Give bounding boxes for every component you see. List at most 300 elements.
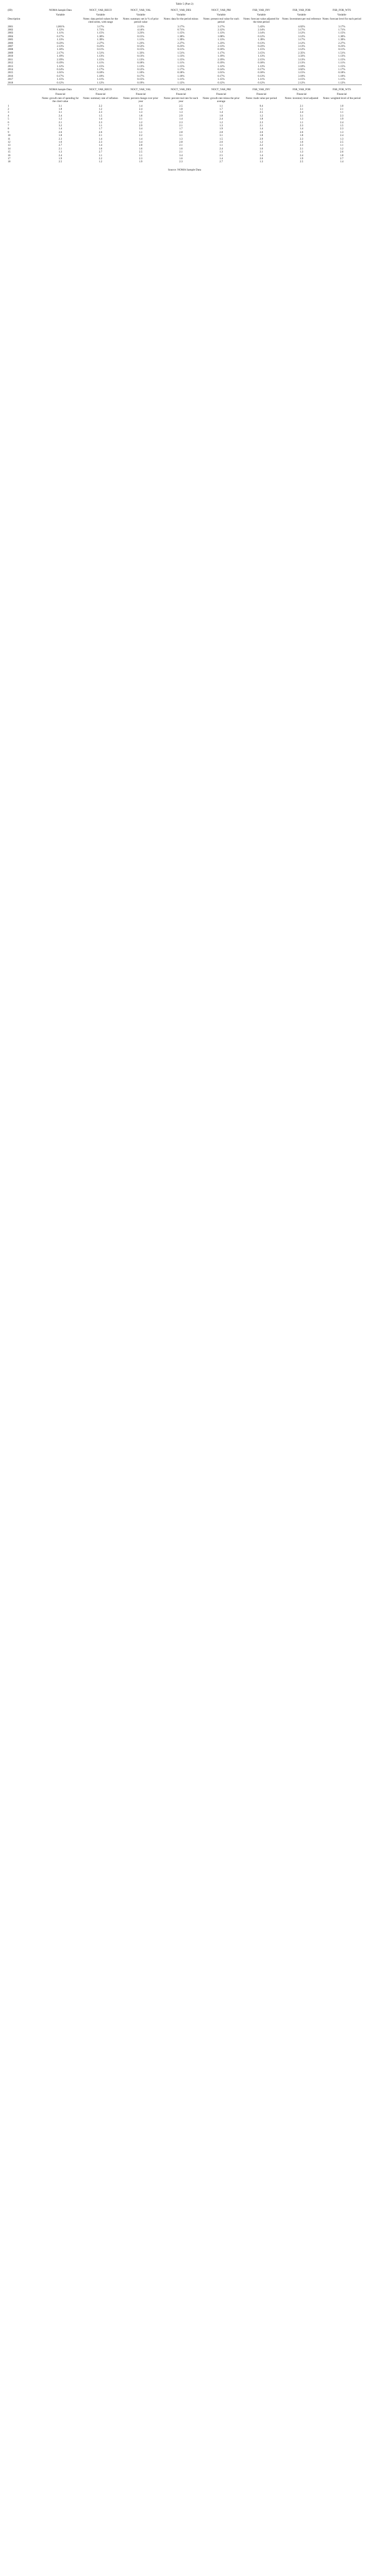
- table-cell: 1.9: [299, 157, 304, 161]
- table-cell: 0.18%: [338, 71, 345, 75]
- table-footnote: Source: NOMA Sample Data: [168, 168, 202, 172]
- description-row-cell: Notes: summary set in % of prior period value: [123, 17, 159, 24]
- table-cell: 1.2: [340, 147, 344, 150]
- table-cell: 1.33%: [137, 51, 144, 55]
- id-row-cell: NOCT_VAR_DES: [171, 9, 191, 12]
- table-cell: 2.5: [259, 111, 263, 114]
- table-cell: 3.33%: [298, 55, 305, 58]
- id-row-cell: NOCT_VAR_PRI: [211, 9, 231, 12]
- table-cell: 3.17%: [97, 25, 104, 28]
- table-cell: 3.13%: [298, 58, 305, 61]
- table-cell: 1.11%: [177, 78, 185, 81]
- table-cell: 1.17%: [97, 67, 104, 71]
- table-cell: 1,001%: [56, 25, 64, 28]
- table-cell: 0.13%: [258, 41, 265, 45]
- table-cell: 0.17%: [258, 67, 265, 71]
- table-cell: 0.17%: [57, 35, 64, 38]
- table-cell: 0.18%: [177, 71, 185, 75]
- table-cell: 12: [8, 141, 11, 144]
- table-cell: 1.01%: [57, 71, 64, 75]
- table-cell: 1.4: [58, 127, 62, 131]
- category-row-cell: Financial: [216, 93, 226, 96]
- table-cell: 1.2: [139, 121, 143, 124]
- table-cell: 1.13%: [258, 55, 265, 58]
- table-cell: 2007: [8, 45, 13, 48]
- table-cell: 1.8: [259, 134, 263, 138]
- table-cell: 3.23%: [137, 31, 144, 35]
- table-cell: 2003: [8, 31, 13, 35]
- table-cell: 1.71%: [338, 28, 345, 32]
- table-cell: 2006: [8, 41, 13, 45]
- table-cell: 1.3: [259, 160, 263, 164]
- table-cell: 1.3: [340, 137, 344, 141]
- table-cell: 3.12%: [298, 41, 305, 45]
- description-row-cell: Notes: growth rate minus the prior average: [203, 96, 240, 104]
- table-cell: 1.10%: [97, 74, 104, 78]
- table-cell: 0.14%: [57, 67, 64, 71]
- table-cell: 1.11%: [258, 78, 265, 81]
- table-cell: 2.15%: [258, 58, 265, 61]
- table-cell: 1.1: [139, 154, 143, 157]
- table-cell: 0.18%: [97, 71, 104, 75]
- table-cell: 1.17%: [218, 51, 225, 55]
- table-cell: 2.8: [179, 141, 183, 144]
- category-row-cell: Financial: [95, 93, 106, 96]
- table-body: [7, 8, 362, 164]
- table-cell: 3.13%: [298, 45, 305, 48]
- table-cell: 1.12%: [97, 81, 104, 84]
- table-cell: 1.1: [259, 107, 263, 111]
- id-row-cell: FSR_VAR_INV: [241, 84, 281, 92]
- table-cell: 11: [8, 137, 10, 141]
- table-cell: 2.4: [299, 111, 304, 114]
- table-cell: 0.14%: [218, 67, 225, 71]
- table-cell: 1.17%: [338, 67, 345, 71]
- table-cell: 3: [8, 111, 9, 114]
- table-cell: 1.6: [58, 141, 62, 144]
- table-cell: 1.4: [98, 137, 103, 141]
- table-cell: 1.4: [299, 127, 304, 131]
- table-cell: 1.30%: [177, 35, 185, 38]
- table-cell: 2.13%: [218, 45, 225, 48]
- table-cell: 2015: [8, 71, 13, 75]
- table-cell: 2.9: [139, 124, 143, 127]
- table-cell: 1.4: [98, 117, 103, 121]
- table-cell: 0.12%: [258, 81, 265, 84]
- table-cell: 3.15%: [298, 78, 305, 81]
- table-cell: 1.4: [259, 127, 263, 131]
- table-cell: 2004: [8, 35, 13, 38]
- table-cell: 3.1: [299, 107, 304, 111]
- category-row-cell: [7, 13, 40, 17]
- table-cell: 1.11%: [97, 78, 104, 81]
- table-cell: 1.30%: [338, 35, 345, 38]
- table-cell: 2.12%: [218, 28, 225, 32]
- table-cell: 1.19%: [218, 55, 225, 58]
- table-cell: 1.10%: [338, 74, 345, 78]
- table-cell: 2.7: [98, 150, 103, 154]
- table-cell: 1.6: [179, 147, 183, 150]
- table-cell: 1.1: [340, 111, 344, 114]
- table-cell: 3.17%: [298, 38, 305, 42]
- table-cell: 2.27%: [338, 41, 345, 45]
- table-cell: 1.23%: [218, 41, 225, 45]
- table-cell: 1.17%: [177, 67, 185, 71]
- table-cell: 2.3: [98, 141, 103, 144]
- table-cell: 1.15%: [218, 78, 225, 81]
- table-cell: 2.3: [259, 121, 263, 124]
- table-cell: 16: [8, 154, 11, 157]
- table-cell: 0.17%: [137, 74, 144, 78]
- table-cell: 2.5: [340, 141, 344, 144]
- table-cell: 1.13%: [218, 38, 225, 42]
- id-row: [7, 8, 362, 13]
- table-cell: 1.2: [98, 107, 103, 111]
- table-cell: 2018: [8, 81, 13, 84]
- category-row-cell: Variable: [176, 13, 186, 17]
- table-cell: 2.13%: [137, 25, 144, 28]
- table-cell: 2.4: [219, 147, 223, 150]
- table-cell: 1.4: [139, 137, 143, 141]
- table-cell: 2.13%: [57, 45, 64, 48]
- description-row-cell: Notes: data period values for the cited series, with range: [83, 17, 118, 24]
- table-cell: 2.4: [58, 154, 62, 157]
- table-cell: 2.3: [58, 137, 62, 141]
- table-cell: 3.1: [58, 104, 62, 108]
- table-cell: 0.19%: [137, 81, 144, 84]
- table-cell: 1.12%: [218, 64, 225, 68]
- table-cell: 14: [8, 147, 11, 150]
- table-cell: 1.13%: [177, 55, 185, 58]
- category-row-cell: Financial: [337, 93, 347, 96]
- id-row: [7, 84, 362, 92]
- table-cell: 1.51%: [97, 51, 104, 55]
- table-cell: 2.7: [340, 157, 344, 161]
- table-cell: 1.01%: [218, 71, 225, 75]
- table-cell: 2017: [8, 78, 13, 81]
- table-cell: 0.15%: [137, 78, 144, 81]
- table-cell: 2.4: [58, 114, 62, 117]
- table-cell: 15: [8, 150, 11, 154]
- table-cell: 1.11%: [57, 31, 64, 35]
- category-row-cell: [7, 92, 40, 96]
- table-cell: 1.00%: [218, 35, 225, 38]
- table-cell: 2.19%: [218, 58, 225, 61]
- table-cell: 3.4: [139, 141, 143, 144]
- table-cell: 3.02%: [298, 67, 305, 71]
- description-row-cell: Notes: Investment per real reference: [282, 17, 321, 21]
- table-cell: 1.3: [58, 150, 62, 154]
- table-cell: 1.8: [58, 107, 62, 111]
- table-cell: 1.9: [219, 127, 223, 131]
- table-cell: 2.3: [139, 157, 143, 161]
- table-cell: 2.8: [219, 130, 223, 134]
- description-row-cell: [7, 97, 40, 105]
- description-row-cell: Notes: forecast level for each period: [322, 17, 361, 21]
- table-cell: 1.15%: [177, 58, 185, 61]
- table-cell: 2014: [8, 67, 13, 71]
- table-cell: 2.1: [179, 150, 183, 154]
- table-cell: 1.39%: [97, 38, 104, 42]
- table-cell: 2.8: [139, 144, 143, 147]
- table-cell: 2.2: [259, 144, 263, 147]
- category-row-cell: Variable: [56, 13, 65, 17]
- table-cell: 3.4: [179, 154, 183, 157]
- table-cell: 0.12%: [57, 81, 64, 84]
- category-row-cell: Financial: [296, 93, 307, 96]
- table-cell: 1.3: [299, 150, 304, 154]
- table-cell: 1.1: [139, 130, 143, 134]
- table-cell: 3.12%: [298, 31, 305, 35]
- table-cell: 2.6: [299, 130, 304, 134]
- table-cell: 1.39%: [177, 38, 185, 42]
- id-row-cell: FSR_VAR_INV: [253, 9, 270, 12]
- table-cell: 0.12%: [137, 67, 144, 71]
- description-row-cell: [40, 18, 80, 25]
- id-row-cell: FSR_FOR_WTS: [332, 9, 351, 12]
- description-row-cell: Notes: data for the period minus: [163, 17, 198, 21]
- id-row-cell: FSR_VAR_FOR: [281, 84, 322, 92]
- id-row-cell: FSR_FOR_WTS: [322, 84, 362, 92]
- table-cell: 1.30%: [97, 35, 104, 38]
- table-cell: 1.13%: [338, 55, 345, 58]
- table-cell: 5: [8, 117, 9, 121]
- table-cell: 2.12%: [298, 81, 305, 84]
- table-cell: 1.12%: [177, 81, 185, 84]
- description-row-cell: Notes: percent change over prior year: [123, 96, 158, 104]
- table-cell: 1.4: [259, 154, 263, 157]
- table-cell: 2.3: [340, 114, 344, 117]
- table-cell: 1.9: [340, 117, 344, 121]
- id-row-cell: NOCT_VAR_DES: [161, 84, 201, 92]
- table-cell: 1.15%: [57, 78, 64, 81]
- table-cell: 2.4: [219, 117, 223, 121]
- table-cell: 0.12%: [258, 35, 265, 38]
- table-cell: 2.4: [299, 154, 304, 157]
- table-cell: 1.15%: [97, 58, 104, 61]
- category-row-cell: Variable: [96, 13, 105, 17]
- table-cell: 2.1: [179, 144, 183, 147]
- table-cell: 2.6: [259, 130, 263, 134]
- table-cell: 4: [8, 114, 9, 117]
- description-row-cell: Notes: weighted level of the period: [323, 96, 361, 100]
- table-cell: 1.8: [139, 114, 143, 117]
- table-cell: 2.4: [340, 121, 344, 124]
- table-cell: 1.8: [219, 114, 223, 117]
- table-cell: 0.53%: [137, 45, 144, 48]
- table-cell: 0.23%: [177, 45, 185, 48]
- table-cell: 1.12%: [57, 64, 64, 68]
- table-cell: 1.15%: [177, 31, 185, 35]
- table-cell: 2.3: [98, 121, 103, 124]
- table-cell: 2.3: [179, 121, 183, 124]
- table-cell: 1.15%: [177, 64, 185, 68]
- table-cell: 1.39%: [258, 38, 265, 42]
- table-cell: 0.23%: [258, 45, 265, 48]
- category-row: [7, 13, 362, 17]
- table-cell: 2.7: [219, 160, 223, 164]
- category-row-cell: Variable: [136, 13, 145, 17]
- table-cell: 2.9: [259, 137, 263, 141]
- table-cell: 1.2: [259, 114, 263, 117]
- table-cell: 2.1: [299, 104, 304, 108]
- table-cell: 1.2: [219, 121, 223, 124]
- id-row-cell: NOCT_VAR_RECO: [80, 84, 121, 92]
- table-cell: 2.13%: [298, 61, 305, 65]
- table-cell: 2013: [8, 64, 13, 68]
- table-cell: 1.15%: [258, 48, 265, 52]
- table-cell: 3.17%: [298, 28, 305, 32]
- table-cell: 1.15%: [338, 58, 345, 61]
- table-cell: 4.02%: [298, 25, 305, 28]
- table-row: [7, 160, 362, 163]
- id-row-cell: [7, 84, 40, 92]
- description-row-cell: Notes: forecast value adjusted for the time period: [243, 17, 279, 24]
- id-row-cell: NOCT_VAR_VAL: [130, 9, 151, 12]
- table-cell: 1.0: [340, 104, 344, 108]
- table-cell: 3.17%: [338, 25, 345, 28]
- table-cell: 18: [8, 160, 11, 164]
- table-cell: 1.13%: [137, 64, 144, 68]
- id-row-cell: NOMA Sample Data: [40, 84, 80, 92]
- table-cell: 1.3: [299, 117, 304, 121]
- table-cell: 2.1: [340, 107, 344, 111]
- table-cell: 2.7: [58, 144, 62, 147]
- table-cell: 2005: [8, 38, 13, 42]
- table-cell: 10: [8, 134, 11, 138]
- table-cell: 2.5: [58, 160, 62, 164]
- table-cell: 2.4: [139, 107, 143, 111]
- table-cell: 1.7: [179, 127, 183, 131]
- table-cell: 2.14%: [258, 28, 265, 32]
- table-cell: 3.17%: [218, 25, 225, 28]
- table-cell: 1.7: [98, 127, 103, 131]
- table-cell: 1.4: [219, 157, 223, 161]
- table-cell: 1.8: [259, 117, 263, 121]
- table-cell: 1.10%: [57, 48, 64, 52]
- table-cell: 2.3: [98, 111, 103, 114]
- table-cell: 1.4: [98, 144, 103, 147]
- table-cell: 1.13%: [218, 31, 225, 35]
- table-cell: 1.1: [219, 144, 223, 147]
- table-cell: 0.12%: [218, 81, 225, 84]
- category-row-cell: Variable: [257, 13, 266, 17]
- table-cell: 2016: [8, 74, 13, 78]
- table-cell: 3.10%: [298, 64, 305, 68]
- table-cell: 1.2: [259, 141, 263, 144]
- table-cell: 1.51%: [177, 51, 185, 55]
- table-cell: 2.6: [219, 141, 223, 144]
- table-cell: 2.3: [340, 127, 344, 131]
- table-cell: 1.4: [139, 104, 143, 108]
- table-cell: 1.8: [299, 134, 304, 138]
- table-cell: 2.6: [259, 157, 263, 161]
- description-row-cell: Description: [8, 17, 21, 21]
- table-cell: 2.1: [179, 124, 183, 127]
- table-cell: 1.11%: [338, 78, 345, 81]
- table-cell: 3.15%: [298, 71, 305, 75]
- table-cell: 1.13%: [97, 55, 104, 58]
- table-cell: 2008: [8, 48, 13, 52]
- table-cell: 1.8: [58, 134, 62, 138]
- table-cell: 1.6: [299, 141, 304, 144]
- table-cell: 2: [8, 107, 9, 111]
- category-row-cell: Financial: [256, 93, 266, 96]
- table-cell: 2.2: [98, 157, 103, 161]
- table-cell: 2.6: [340, 150, 344, 154]
- table-cell: 3.12%: [298, 48, 305, 52]
- table-cell: 2.1: [98, 134, 103, 138]
- table-cell: 1.1: [98, 154, 103, 157]
- table-cell: 1.39%: [338, 38, 345, 42]
- table-cell: 1.3: [139, 111, 143, 114]
- table-cell: 2.1: [299, 147, 304, 150]
- table-cell: 1.11%: [97, 61, 104, 65]
- table-cell: 2.19%: [57, 58, 64, 61]
- table-cell: 1.13%: [57, 38, 64, 42]
- table-cell: 2.3: [299, 124, 304, 127]
- table-cell: 1.5: [219, 137, 223, 141]
- category-row-cell: Financial: [55, 93, 65, 96]
- data-table: [7, 8, 362, 164]
- table-cell: 1.15%: [97, 31, 104, 35]
- table-cell: 2.5: [139, 150, 143, 154]
- table-cell: 2.5: [219, 154, 223, 157]
- table-title: Table 5 (Part 2): [175, 3, 194, 6]
- table-cell: 0.15%: [137, 48, 144, 52]
- table-cell: 1.8: [179, 107, 183, 111]
- table-cell: 2.6: [58, 130, 62, 134]
- table-cell: 2012: [8, 61, 13, 65]
- table-cell: 3.1: [139, 117, 143, 121]
- table-cell: 3.17%: [177, 25, 185, 28]
- table-cell: 1.51%: [338, 51, 345, 55]
- table-cell: 3.14%: [258, 31, 265, 35]
- id-row-cell: FSR_VAR_FOR: [292, 9, 311, 12]
- table-cell: 2.27%: [177, 41, 185, 45]
- table-cell: 1.15%: [338, 31, 345, 35]
- table-cell: 0.11%: [338, 48, 345, 52]
- id-row-cell: NOCT_VAR_RECO: [89, 9, 112, 12]
- table-cell: 2010: [8, 55, 13, 58]
- table-cell: 1.9: [139, 160, 143, 164]
- table-cell: 5.43%: [258, 25, 265, 28]
- description-row-cell: Notes: percent real rate for each year: [163, 96, 198, 104]
- table-cell: 7: [8, 124, 9, 127]
- description-row: [7, 97, 362, 105]
- table-cell: 1.19%: [57, 55, 64, 58]
- table-cell: 1.3: [219, 150, 223, 154]
- table-cell: 1.23%: [137, 41, 144, 45]
- table-cell: 0.18%: [137, 61, 144, 65]
- table-cell: 1.4: [179, 117, 183, 121]
- table-cell: 1.5: [340, 124, 344, 127]
- table-cell: 2.17%: [57, 51, 64, 55]
- table-cell: 2.35%: [298, 51, 305, 55]
- category-row-cell: Variable: [297, 13, 306, 17]
- table-cell: 3.10%: [298, 74, 305, 78]
- table-cell: 2.1: [58, 121, 62, 124]
- table-cell: 1.10%: [137, 71, 144, 75]
- table-cell: 0.15%: [137, 35, 144, 38]
- table-cell: 1.10%: [177, 74, 185, 78]
- table-cell: 2001: [8, 25, 13, 28]
- table-cell: 1.2: [98, 160, 103, 164]
- table-cell: 2002: [8, 28, 13, 32]
- table-cell: 1.3: [340, 130, 344, 134]
- table-cell: 2.3: [179, 160, 183, 164]
- category-row-cell: Financial: [176, 93, 186, 96]
